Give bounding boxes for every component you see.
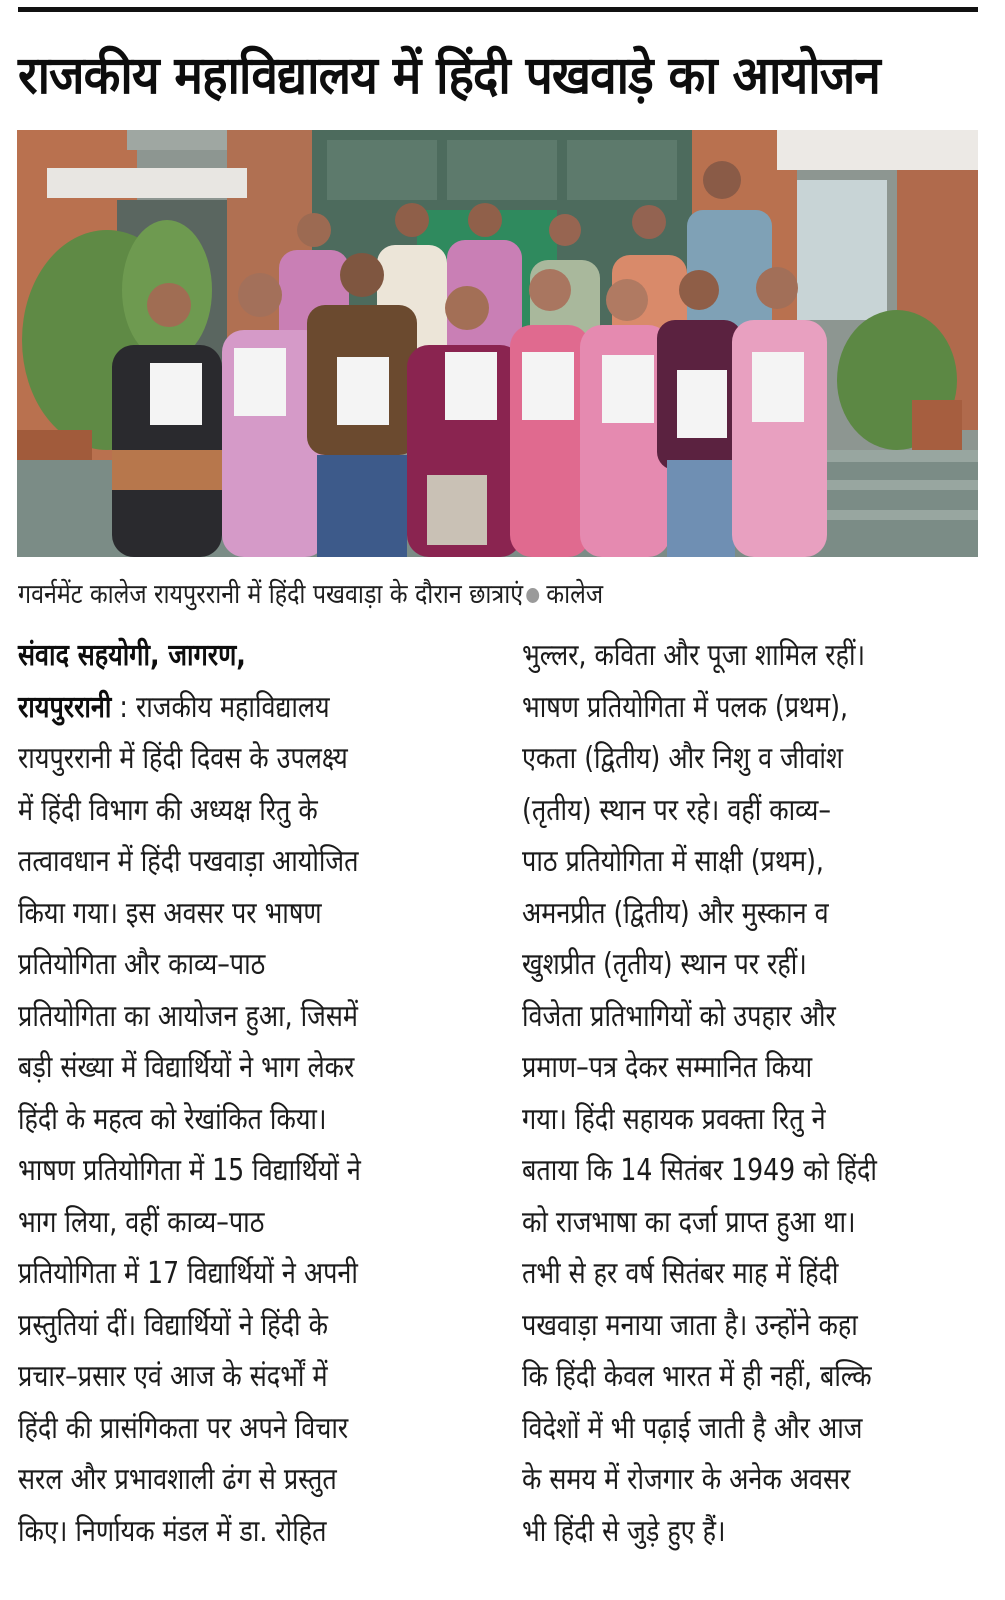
body-line: रायपुररानी में हिंदी दिवस के उपलक्ष्य (18, 741, 348, 776)
body-line: प्रतियोगिता में 17 विद्यार्थियों ने अपनी (18, 1256, 358, 1291)
body-line: किया गया। इस अवसर पर भाषण (18, 895, 322, 931)
article-column-left (18, 630, 488, 1557)
body-line: में हिंदी विभाग की अध्यक्ष रितु के (18, 792, 318, 828)
byline: संवाद सहयोगी, जागरण, (18, 638, 246, 673)
caption-text: गवर्नमेंट कालेज रायपुररानी में हिंदी पखवाड़ा के दौरान छात्राएं (18, 579, 524, 610)
body-line: एकता (द्वितीय) और निशु व जीवांश (522, 741, 844, 776)
body-line: किए। निर्णायक मंडल में डा. रोहित (18, 1513, 327, 1549)
body-line: गया। हिंदी सहायक प्रवक्ता रितु ने (522, 1101, 826, 1137)
dateline-line (18, 682, 413, 734)
body-line: प्रचार–प्रसार एवं आज के संदर्भों में (18, 1359, 328, 1394)
headline: राजकीय महाविद्यालय में हिंदी पखवाड़े का आयोजन (18, 46, 880, 106)
news-photo (17, 130, 978, 557)
body-line: विदेशों में भी पढ़ाई जाती है और आज (522, 1410, 863, 1446)
body-line: पखवाड़ा मनाया जाता है। उन्होंने कहा (522, 1307, 858, 1343)
body-line: प्रमाण–पत्र देकर सम्मानित किया (522, 1050, 813, 1085)
body-line: को राजभाषा का दर्जा प्राप्त हुआ था। (522, 1204, 856, 1240)
body-line: बताया कि 14 सितंबर 1949 को हिंदी (522, 1153, 877, 1188)
photo-caption (18, 572, 844, 618)
body-line: राजकीय महाविद्यालय (135, 689, 330, 725)
body-line: तभी से हर वर्ष सितंबर माह में हिंदी (522, 1256, 839, 1291)
body-line: हिंदी के महत्व को रेखांकित किया। (18, 1101, 327, 1137)
body-line: भाग लिया, वहीं काव्य–पाठ (18, 1204, 265, 1240)
body-line: अमनप्रीत (द्वितीय) और मुस्कान व (522, 895, 829, 931)
top-rule (18, 7, 978, 12)
article-column-right (522, 630, 992, 1557)
body-line: भुल्लर, कविता और पूजा शामिल रहीं। (522, 638, 866, 673)
dateline: रायपुररानी (18, 689, 112, 725)
body-line: प्रतियोगिता का आयोजन हुआ, जिसमें (18, 998, 358, 1034)
body-line: खुशप्रीत (तृतीय) स्थान पर रहीं। (522, 947, 807, 982)
body-line: सरल और प्रभावशाली ढंग से प्रस्तुत (18, 1462, 337, 1497)
body-line: भी हिंदी से जुड़े हुए हैं। (522, 1513, 726, 1549)
body-line: तत्वावधान में हिंदी पखवाड़ा आयोजित (18, 844, 359, 879)
body-line: पाठ प्रतियोगिता में साक्षी (प्रथम), (522, 844, 824, 879)
bullet-dot-icon (527, 588, 540, 603)
body-line: भाषण प्रतियोगिता में 15 विद्यार्थियों ने (18, 1153, 361, 1188)
body-line: भाषण प्रतियोगिता में पलक (प्रथम), (522, 689, 849, 725)
body-line: विजेता प्रतिभागियों को उपहार और (522, 998, 836, 1034)
group-photo-illustration (17, 130, 978, 557)
body-line: के समय में रोजगार के अनेक अवसर (522, 1462, 851, 1497)
dateline-separator: : (111, 689, 136, 725)
body-line: बड़ी संख्या में विद्यार्थियों ने भाग लेकर (18, 1050, 355, 1085)
body-line: प्रतियोगिता और काव्य–पाठ (18, 947, 266, 982)
photo-credit: कालेज (546, 579, 604, 610)
body-line: हिंदी की प्रासंगिकता पर अपने विचार (18, 1410, 349, 1446)
body-line: प्रस्तुतियां दीं। विद्यार्थियों ने हिंदी के (18, 1307, 328, 1343)
body-line: कि हिंदी केवल भारत में ही नहीं, बल्कि (522, 1359, 872, 1394)
body-line: (तृतीय) स्थान पर रहे। वहीं काव्य– (522, 792, 832, 828)
